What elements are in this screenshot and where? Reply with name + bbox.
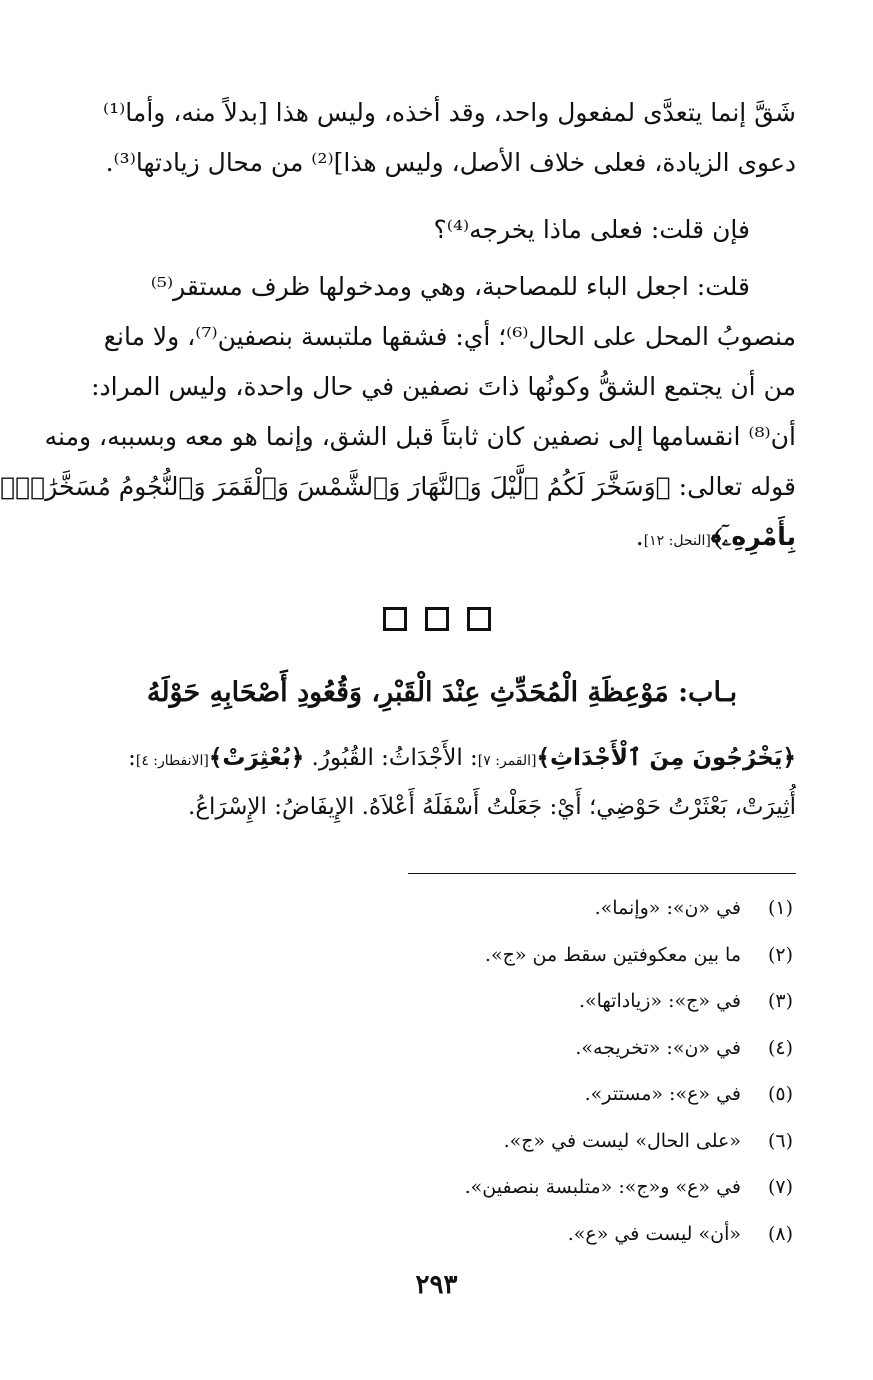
- footnote-number: (١): [767, 897, 793, 920]
- footnote-number: (٤): [767, 1036, 793, 1059]
- footnote-text: في «ع» و«ج»: «متلبسة بنصفين».: [464, 1176, 741, 1199]
- question-paragraph: [88, 205, 796, 255]
- footnote-number: (٨): [767, 1222, 793, 1245]
- footnote-text: «على الحال» ليست في «ج».: [503, 1129, 741, 1152]
- footnote: [88, 1025, 793, 1072]
- answer-line: من أن يجتمع الشقُّ وكونُها ذاتَ نصفين في حال واحدة، وليس المراد:: [91, 372, 796, 401]
- verse-citation: [النحل: ١٢]: [643, 533, 711, 549]
- section-separator: [0, 607, 873, 635]
- footnotes: [88, 885, 793, 1257]
- page-number: ٢٩٣: [415, 1270, 458, 1300]
- body-paragraph-1: [88, 88, 796, 188]
- glossary-line-1: [88, 735, 796, 784]
- answer-line: قلت: اجعل الباء للمصاحبة، وهي ومدخولها ظرف مستقر⁽⁵⁾: [150, 272, 750, 301]
- glossary-text: : الأَجْدَاثُ: القُبُورُ.: [304, 745, 478, 771]
- body-line: شَقَّ إنما يتعدَّى لمفعول واحد، وقد أخذه، وليس هذا [بدلاً منه، وأما⁽¹⁾: [103, 98, 796, 127]
- verse-citation: [الانفطار: ٤]: [135, 753, 209, 769]
- footnote: [88, 885, 793, 932]
- footnote-text: في «ج»: «زياداتها».: [578, 990, 741, 1013]
- footnote: [88, 1164, 793, 1211]
- answer-paragraph: [0, 262, 796, 566]
- separator-square: [425, 607, 449, 631]
- question-line: فإن قلت: فعلى ماذا يخرجه⁽⁴⁾؟: [433, 215, 750, 244]
- glossary-text: :: [128, 745, 136, 771]
- footnote: [88, 1118, 793, 1165]
- quran-quote: ﴿بُعْثِرَتْ﴾: [208, 745, 305, 771]
- separator-square: [383, 607, 407, 631]
- body-line: دعوى الزيادة، فعلى خلاف الأصل، وليس هذا]⁽²⁾ من محال زيادتها⁽³⁾.: [105, 148, 796, 177]
- footnote-divider: [408, 873, 796, 874]
- footnote: [88, 1211, 793, 1258]
- answer-line-last: [88, 512, 796, 566]
- separator-square: [467, 607, 491, 631]
- answer-line-with-verse: قوله تعالى: ﴿وَسَخَّرَ لَكُمُ ٱلَّيْلَ وَٱلنَّهَارَ وَٱلشَّمْسَ وَٱلْقَمَرَ وَٱلنُّجُومُ مُسَخَّرَٰتٌۢ: [0, 472, 796, 501]
- quran-quote: ﴿يَخْرُجُونَ مِنَ ٱلْأَجْدَاثِ﴾: [536, 745, 796, 771]
- footnote-number: (٣): [767, 990, 793, 1013]
- footnote-text: في «ن»: «وإنما».: [594, 897, 741, 920]
- answer-line: أن⁽⁸⁾ انقسامها إلى نصفين كان ثابتاً قبل الشق، وإنما هو معه وبسببه، ومنه: [44, 422, 796, 451]
- footnote-text: في «ن»: «تخريجه».: [575, 1036, 741, 1059]
- answer-line: منصوبُ المحل على الحال⁽⁶⁾؛ أي: فشقها ملتبسة بنصفين⁽⁷⁾، ولا مانع: [103, 322, 796, 351]
- verse-citation: [القمر: ٧]: [477, 753, 537, 769]
- glossary-line-2: أُثِيرَتْ، بَعْثَرْتُ حَوْضِي؛ أَيْ: جَعَلْتُ أَسْفَلَهُ أَعْلاَهُ. الإِيفَاضُ: الإِسْرَاعُ.: [188, 794, 796, 820]
- footnote-text: ما بين معكوفتين سقط من «ج».: [484, 943, 741, 966]
- footnote-text: «أن» ليست في «ع».: [567, 1222, 741, 1245]
- footnote-number: (٥): [767, 1083, 793, 1106]
- footnote-number: (٦): [767, 1129, 793, 1152]
- footnote-number: (٢): [767, 943, 793, 966]
- quran-verse-end: بِأَمْرِهِۦٓ﴾: [710, 522, 796, 551]
- chapter-title: بـاب: مَوْعِظَةِ الْمُحَدِّثِ عِنْدَ الْقَبْرِ، وَقُعُودِ أَصْحَابِهِ حَوْلَهُ: [146, 677, 738, 708]
- footnote-number: (٧): [767, 1176, 793, 1199]
- sentence-end: .: [635, 522, 644, 551]
- footnote: [88, 1071, 793, 1118]
- footnote: [88, 932, 793, 979]
- glossary-paragraph: [88, 735, 796, 830]
- footnote-text: في «ع»: «مستتر».: [584, 1083, 741, 1106]
- footnote: [88, 978, 793, 1025]
